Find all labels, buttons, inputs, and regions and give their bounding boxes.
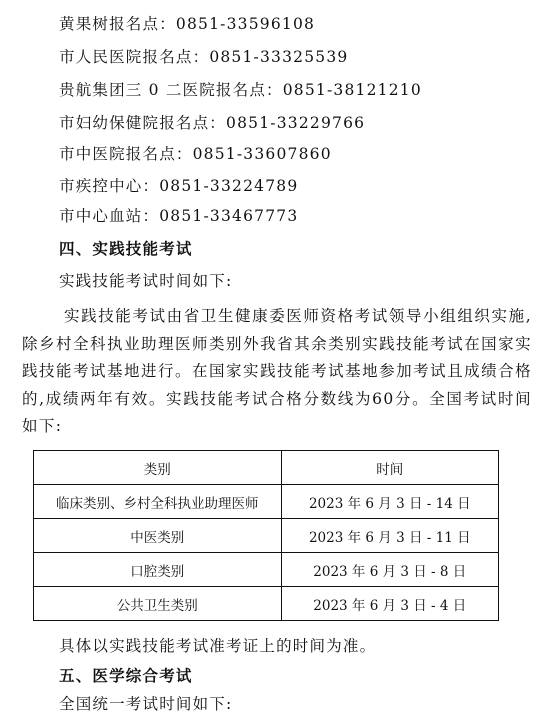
table-row xyxy=(34,485,499,519)
contact-label: 市疾控中心： xyxy=(59,177,160,195)
table-cell-category: 中医类别 xyxy=(34,519,282,553)
contact-line-302-hospital xyxy=(59,80,422,100)
contact-label: 市中医院报名点： xyxy=(59,145,193,163)
table-row xyxy=(34,553,499,587)
contact-phone: 0851-33596108 xyxy=(175,15,316,33)
section-heading-comprehensive-exam: 五、医学综合考试 xyxy=(59,667,193,685)
practical-exam-note: 具体以实践技能考试准考证上的时间为准。 xyxy=(59,637,377,655)
contact-label: 黄果树报名点： xyxy=(59,15,176,33)
practical-exam-paragraph: 实践技能考试由省卫生健康委医师资格考试领导小组组织实施,除乡村全科执业助理医师类别外我省其余类别实践技能考试在国家实践技能考试基地进行。在国家实践技能考试基地参加考试且成绩合格的,成绩两年有效。实践技能考试合格分数线为60分。全国考试时间如下: xyxy=(22,307,532,436)
contact-phone: 0851-33224789 xyxy=(159,177,299,195)
contact-phone: 0851-33229766 xyxy=(226,114,366,132)
practical-exam-intro: 实践技能考试时间如下: xyxy=(59,272,233,290)
contact-line-tcm-hospital xyxy=(59,144,332,164)
table-cell-time: 2023 年 6 月 3 日 - 11 日 xyxy=(281,519,498,553)
contact-line-cdc xyxy=(59,176,298,196)
column-header-category: 类别 xyxy=(34,451,282,485)
contact-line-maternal-hospital xyxy=(59,113,365,133)
table-cell-time: 2023 年 6 月 3 日 - 4 日 xyxy=(281,587,498,621)
contact-label: 贵航集团三 0 二医院报名点： xyxy=(59,81,283,99)
practical-exam-schedule-table xyxy=(33,450,499,621)
table-row xyxy=(34,587,499,621)
contact-phone: 0851-33467773 xyxy=(159,207,299,225)
section-heading-practical-exam: 四、实践技能考试 xyxy=(59,240,193,258)
table-cell-category: 口腔类别 xyxy=(34,553,282,587)
comprehensive-exam-intro: 全国统一考试时间如下: xyxy=(59,695,233,713)
contact-phone: 0851-38121210 xyxy=(282,81,422,99)
table-cell-category: 临床类别、乡村全科执业助理医师 xyxy=(34,485,282,519)
contact-phone: 0851-33607860 xyxy=(192,145,332,163)
contact-line-peoples-hospital xyxy=(59,47,349,67)
table-row xyxy=(34,519,499,553)
table-cell-category: 公共卫生类别 xyxy=(34,587,282,621)
table-header-row xyxy=(34,451,499,485)
column-header-time: 时间 xyxy=(281,451,498,485)
contact-line-blood-station xyxy=(59,206,298,226)
contact-label: 市人民医院报名点： xyxy=(59,48,210,66)
table-cell-time: 2023 年 6 月 3 日 - 8 日 xyxy=(281,553,498,587)
contact-label: 市中心血站： xyxy=(59,207,160,225)
contact-line-huangguoshu xyxy=(59,14,315,34)
table-cell-time: 2023 年 6 月 3 日 - 14 日 xyxy=(281,485,498,519)
contact-label: 市妇幼保健院报名点： xyxy=(59,114,227,132)
contact-phone: 0851-33325539 xyxy=(209,48,349,66)
